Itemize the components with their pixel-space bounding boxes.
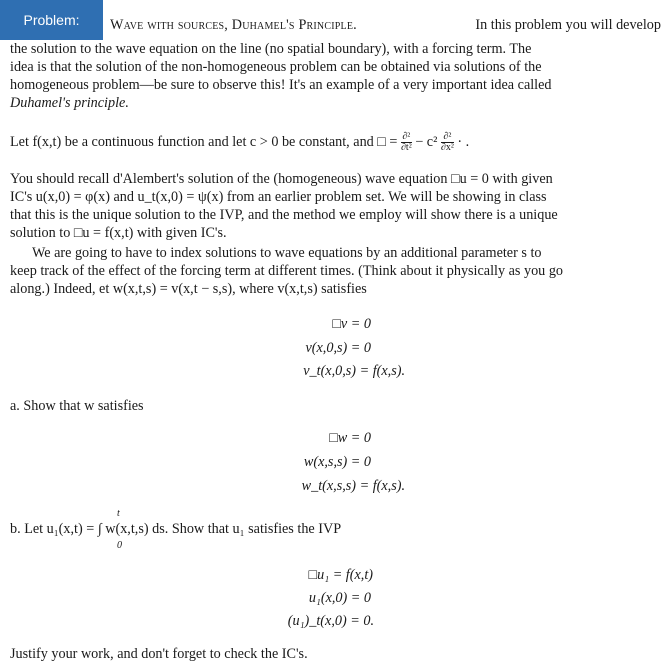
operator-definition [10,132,469,153]
intro-line-5: Duhamel's principle. [10,95,129,111]
system-u-eq-3: (u₁)_t(x,0) = 0. [287,613,374,629]
system-w-eq-1: □w = 0 [329,430,371,446]
recall-line-2: IC's u(x,0) = φ(x) and u_t(x,0) = ψ(x) from an earlier problem set. We will be showing in class [10,189,547,205]
part-a-label: a. Show that w satisfies [10,398,144,414]
part-b-label: b. Let u₁(x,t) = [10,521,95,537]
intro-line-1 [110,16,661,34]
system-v-eq-3: v_t(x,0,s) = f(x,s). [303,363,405,379]
integral-lower-limit: 0 [117,540,122,551]
intro-line-4: homogeneous problem—be sure to observe this! It's an example of a very important idea called [10,77,552,93]
part-b-integral: ∫ w(x,t,s) ds. Show that u₁ satisfies the IVP [97,521,342,537]
frac-den-t: ∂t² [400,142,412,153]
system-u-eq-2: u₁(x,0) = 0 [308,590,371,606]
intro-line-1-rest: In this problem you will develop [475,17,661,33]
system-w-eq-3: w_t(x,s,s) = f(x,s). [301,478,405,494]
frac-num-t: ∂² [402,131,411,142]
closing-instruction: Justify your work, and don't forget to check the IC's. [10,646,308,662]
system-v-eq-2: v(x,0,s) = 0 [305,340,371,356]
frac-den-x: ∂x² [440,142,454,153]
problem-badge-label: Problem: [23,12,80,28]
recall-line-6: keep track of the effect of the forcing term at different times. (Think about it physically as you go [10,263,564,279]
problem-badge [0,0,103,40]
integral-upper-limit: t [117,508,120,519]
operator-c-squared: − c² [415,133,438,150]
system-u-eq-1: □u₁ = f(x,t) [308,567,373,583]
recall-line-4: solution to □u = f(x,t) with given IC's. [10,225,227,241]
intro-line-2: the solution to the wave equation on the line (no spatial boundary), with a forcing term. The [10,41,532,57]
recall-line-1: You should recall d'Alembert's solution of the (homogeneous) wave equation □u = 0 with given [10,171,553,187]
operator-text: Let f(x,t) be a continuous function and let c > 0 be constant, and □ = [10,133,398,150]
part-b-line [10,520,341,538]
recall-line-7: along.) Indeed, et w(x,t,s) = v(x,t − s,s), where v(x,t,s) satisfies [10,281,367,297]
system-w-eq-2: w(x,s,s) = 0 [303,454,371,470]
recall-line-5: We are going to have to index solutions to wave equations by an additional parameter s to [32,245,542,261]
intro-line-3: idea is that the solution of the non-homogeneous problem can be obtained via solutions of the [10,59,542,75]
recall-line-3: that this is the unique solution to the IVP, and the method we employ will show there is a unique [10,207,558,223]
operator-fraction-x [441,132,454,153]
frac-num-x: ∂² [441,132,454,143]
system-v-eq-1: □v = 0 [332,316,371,332]
problem-heading: Wave with sources, Duhamel's Principle. [110,17,357,33]
operator-fraction-t [401,132,412,153]
operator-end: · . [457,133,470,150]
